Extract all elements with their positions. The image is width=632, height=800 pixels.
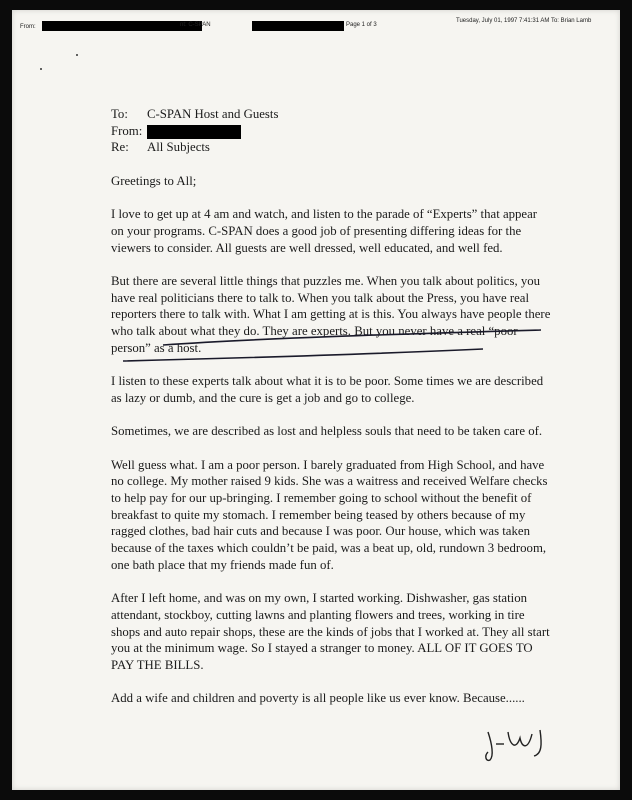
fax-from-suffix: nt: C-SPAN xyxy=(180,22,211,28)
memo-from-line xyxy=(111,123,551,140)
memo-to-line xyxy=(111,106,551,123)
handwritten-underline xyxy=(123,308,543,368)
fax-timestamp: Tuesday, July 01, 1997 7:41:31 AM To: Brian Lamb xyxy=(456,18,592,24)
paragraph-listen: I listen to these experts talk about what it is to be poor. Some times we are described as lazy or dumb, and the cure is get a job and go to college. xyxy=(111,374,544,405)
paragraph-lost-souls: Sometimes, we are described as lost and helpless souls that need to be taken care of. xyxy=(111,424,543,439)
memo-re-label: Re: xyxy=(111,140,129,155)
fax-page-count: Page 1 of 3 xyxy=(346,22,377,28)
redaction-bar xyxy=(42,21,202,31)
redaction-bar xyxy=(252,21,344,31)
memo-re-line xyxy=(111,139,551,156)
redaction-bar xyxy=(147,125,241,139)
paragraph-poor-person: Well guess what. I am a poor person. I barely graduated from High School, and have no college. My mother raised 9 kids. She was a waitress and received Welfare checks to help pay for our up-bringing. I remember going to school without the benefit of breakfast to quite my stomach. I remember being teased by others because of my ragged clothes, bad hair cuts and because I was poor. Our house, which was taken because of the taxes which couldn’t be paid, was a beat up, old, rundown 3 bedroom, one bath place that my friends made fun of. xyxy=(111,457,548,572)
paragraph-puzzles: But there are several little things that puzzles me. When you talk about politics, you have real politicians there to talk to. When you talk about the Press, you have real reporters there to talk with. What I am getting at is this. You always have people there who talk about what they do. They are experts. But you never have a real “poor person” as a host. xyxy=(111,273,551,355)
paragraph-closing: Add a wife and children and poverty is all people like us ever know. Because...... xyxy=(111,691,525,706)
scan-speck xyxy=(76,54,78,56)
paragraph-greeting: Greetings to All; xyxy=(111,173,197,188)
memo-from-label: From: xyxy=(111,123,143,138)
memo-to-value: C-SPAN Host and Guests xyxy=(147,107,279,121)
fax-from-label: From: xyxy=(20,24,36,30)
paragraph-experts: I love to get up at 4 am and watch, and listen to the parade of “Experts” that appear on your programs. C-SPAN does a good job of presenting differing ideas for the viewers to consider. All guests are well dressed, well educated, and well fed. xyxy=(111,207,538,255)
fax-header xyxy=(12,10,620,36)
letter-body xyxy=(111,106,551,724)
underline-stroke-1 xyxy=(163,330,541,345)
paragraph-working: After I left home, and was on my own, I started working. Dishwasher, gas station attendant, stockboy, cutting lawns and planting flowers and trees, working in tire shops and auto repair shops, these are the kinds of jobs that I worked at. They all start you at the minimum wage. So I stayed a stranger to money. ALL OF IT GOES TO PAY THE BILLS. xyxy=(111,591,550,673)
memo-re-value: All Subjects xyxy=(147,140,210,155)
document-page xyxy=(12,10,620,790)
scan-speck xyxy=(40,68,42,70)
memo-to-label: To: xyxy=(111,107,128,121)
handwritten-signature xyxy=(482,724,562,764)
underline-stroke-2 xyxy=(123,349,483,361)
